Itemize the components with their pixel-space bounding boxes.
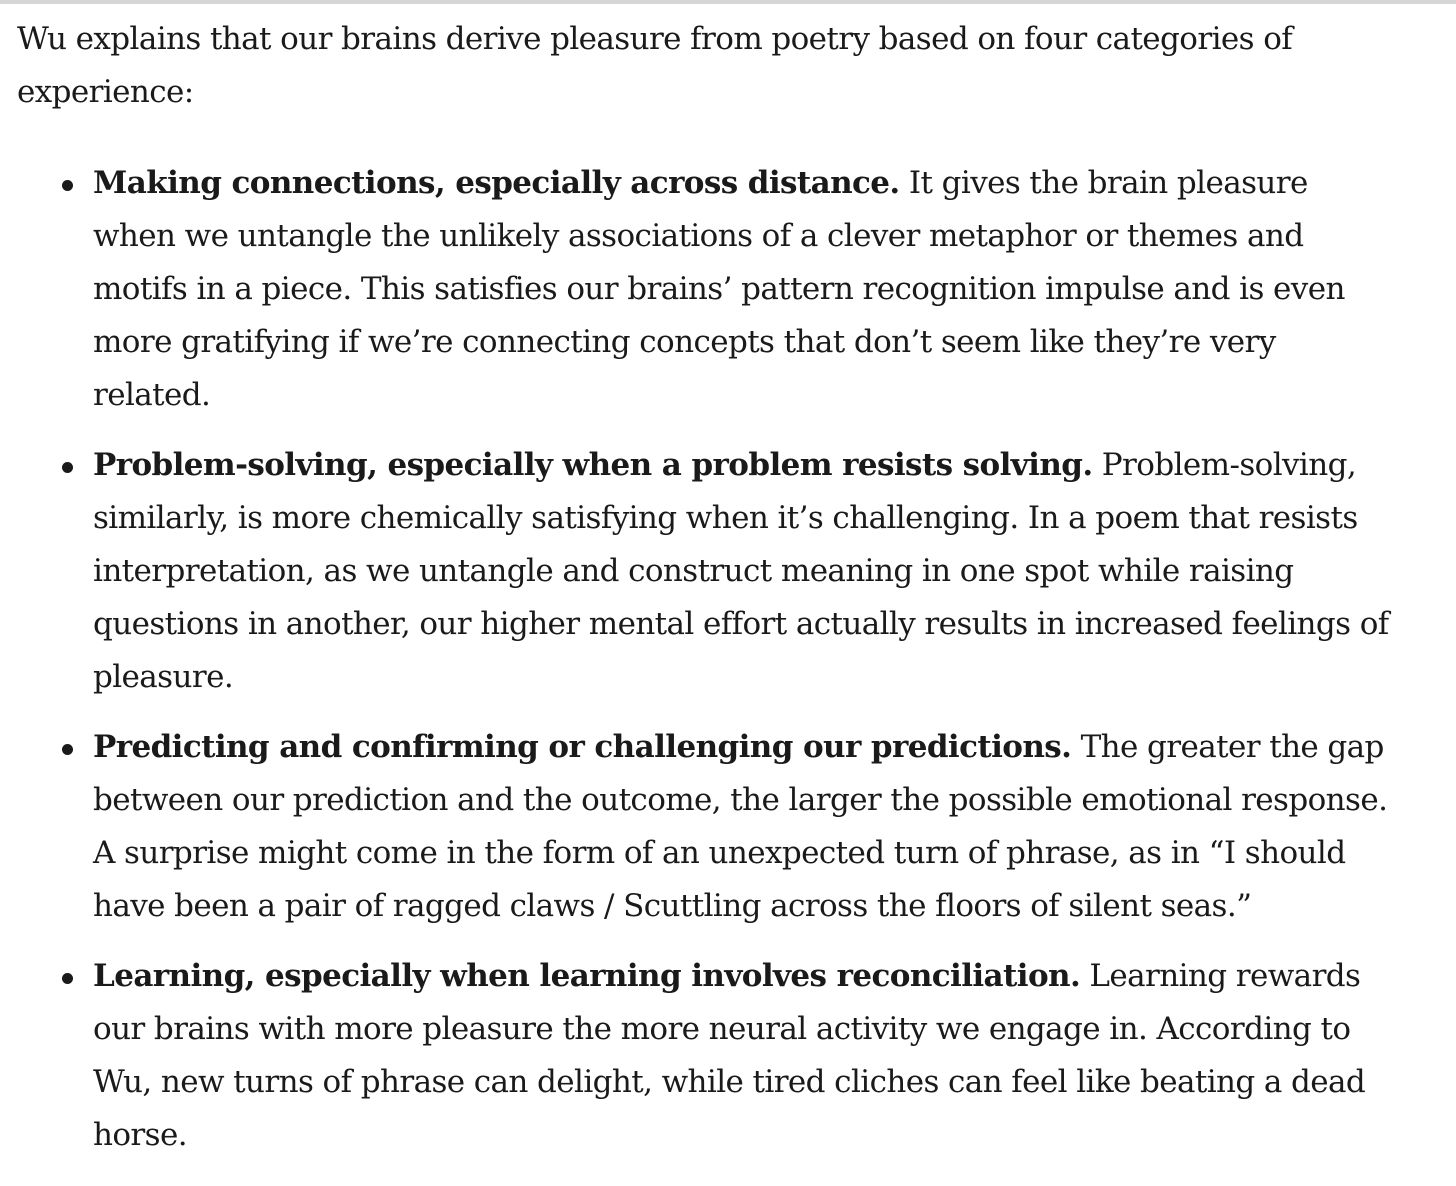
bullet-icon: [62, 973, 73, 984]
list-item: [17, 439, 1398, 704]
experience-list: [17, 157, 1437, 1162]
bullet-icon: [62, 744, 73, 755]
list-item-text: Learning rewards our brains with more pleasure the more neural activity we engage in. According to Wu, new turns of phrase can delight, while tired cliches can feel like beating a dead horse.: [93, 958, 1366, 1153]
list-item-heading: Making connections, especially across distance.: [93, 165, 900, 201]
list-item: [17, 950, 1398, 1162]
list-item-heading: Problem-solving, especially when a problem resists solving.: [93, 447, 1093, 483]
list-item-text: Problem-solving, similarly, is more chemically satisfying when it’s challenging. In a poem that resists interpretation, as we untangle and construct meaning in one spot while raising questions in another, our higher mental effort actually results in increased feelings of pleasure.: [93, 447, 1389, 695]
bullet-icon: [62, 180, 73, 191]
list-item-text: It gives the brain pleasure when we untangle the unlikely associations of a clever metaphor or themes and motifs in a piece. This satisfies our brains’ pattern recognition impulse and is even more gratifying if we’re connecting concepts that don’t seem like they’re very related.: [93, 165, 1345, 413]
list-item-heading: Learning, especially when learning involves reconciliation.: [93, 958, 1081, 994]
list-item: [17, 157, 1398, 422]
list-item-text: The greater the gap between our prediction and the outcome, the larger the possible emotional response. A surprise might come in the form of an unexpected turn of phrase, as in “I should have been a pair of ragged claws / Scuttling across the floors of silent seas.”: [93, 729, 1388, 924]
list-item-heading: Predicting and confirming or challenging our predictions.: [93, 729, 1072, 765]
list-item: [17, 721, 1398, 933]
intro-paragraph: Wu explains that our brains derive pleasure from poetry based on four categories of experience:: [17, 21, 1293, 110]
top-divider: [0, 0, 1456, 4]
bullet-icon: [62, 462, 73, 473]
article-body: [17, 13, 1437, 1179]
